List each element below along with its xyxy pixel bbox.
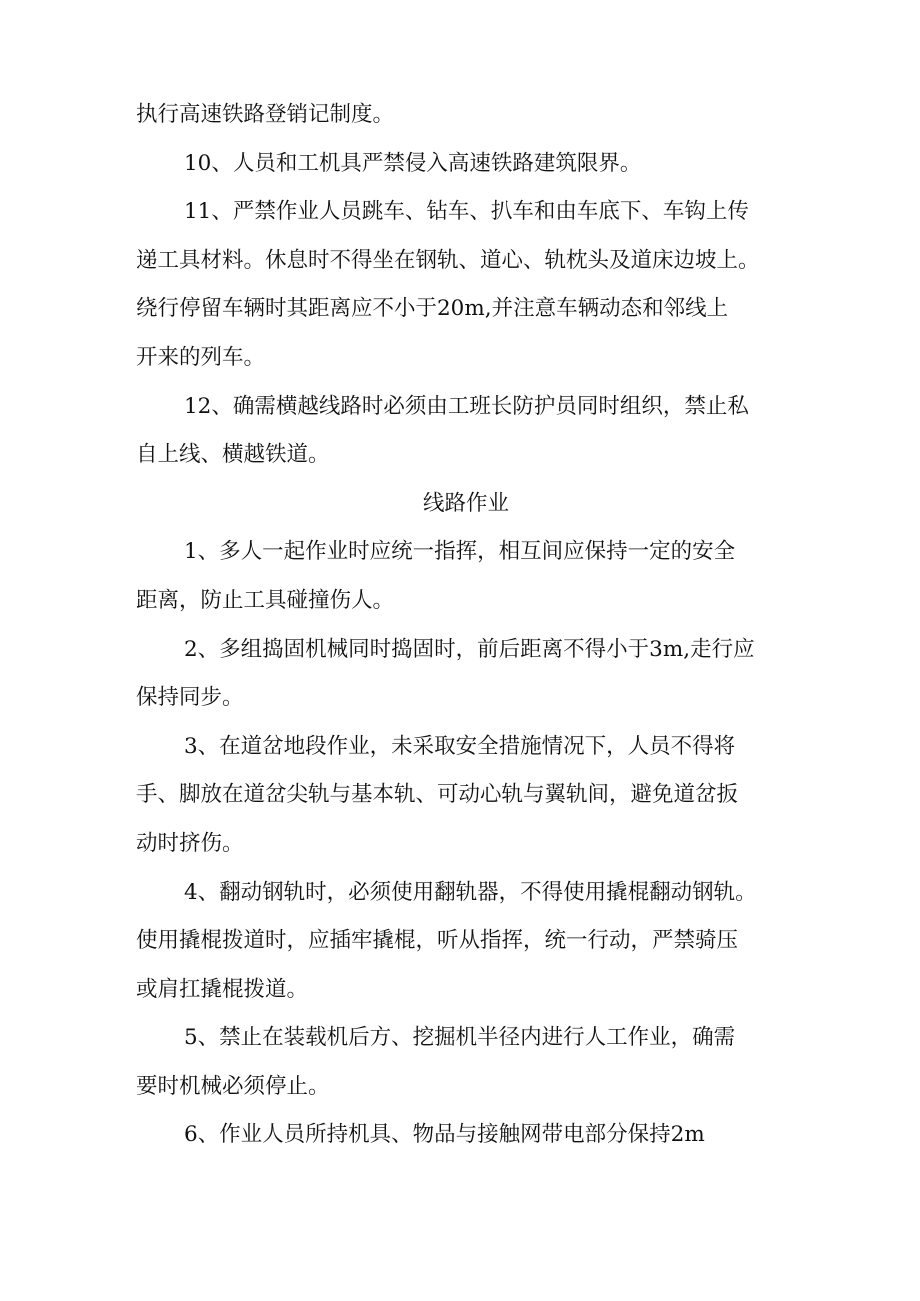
- text-line: 自上线、横越铁道。: [136, 442, 330, 468]
- text-line: 11、严禁作业人员跳车、钻车、扒车和由车底下、车钩上传: [184, 199, 749, 225]
- document-body: [136, 91, 796, 1160]
- section-heading: 线路作业: [422, 490, 509, 516]
- text-line: 开来的列车。: [136, 344, 266, 370]
- text-line: 递工具材料。休息时不得坐在钢轨、道心、轨枕头及道床边坡上。: [136, 247, 760, 273]
- text-line: 6、作业人员所持机具、物品与接触网带电部分保持2m: [184, 1122, 705, 1148]
- text-line: 距离，防止工具碰撞伤人。: [136, 587, 395, 613]
- text-line: 执行高速铁路登销记制度。: [136, 102, 395, 127]
- text-line: 5、禁止在装载机后方、挖掘机半径内进行人工作业，确需: [184, 1025, 736, 1051]
- text-line: 要时机械必须停止。: [136, 1073, 330, 1099]
- text-line: 动时挤伤。: [136, 830, 244, 856]
- text-line: 1、多人一起作业时应统一指挥，相互间应保持一定的安全: [184, 539, 736, 565]
- text-line: 或肩扛撬棍拨道。: [136, 976, 309, 1002]
- text-line: 2、多组捣固机械同时捣固时，前后距离不得小于3m,走行应: [184, 636, 755, 662]
- text-line: 保持同步。: [136, 685, 244, 711]
- text-line: 4、翻动钢轨时，必须使用翻轨器，不得使用撬棍翻动钢轨。: [184, 879, 757, 905]
- text-line: 手、脚放在道岔尖轨与基本轨、可动心轨与翼轨间，避免道岔扳: [136, 782, 739, 808]
- text-line: 12、确需横越线路时必须由工班长防护员同时组织，禁止私: [184, 393, 749, 419]
- text-line: 绕行停留车辆时其距离应不小于20m,并注意车辆动态和邻线上: [136, 296, 729, 322]
- text-line: 10、人员和工机具严禁侵入高速铁路建筑限界。: [184, 150, 642, 176]
- text-line: 使用撬棍拨道时，应插牢撬棍，听从指挥，统一行动，严禁骑压: [136, 928, 739, 954]
- text-line: 3、在道岔地段作业，未采取安全措施情况下，人员不得将: [184, 733, 736, 759]
